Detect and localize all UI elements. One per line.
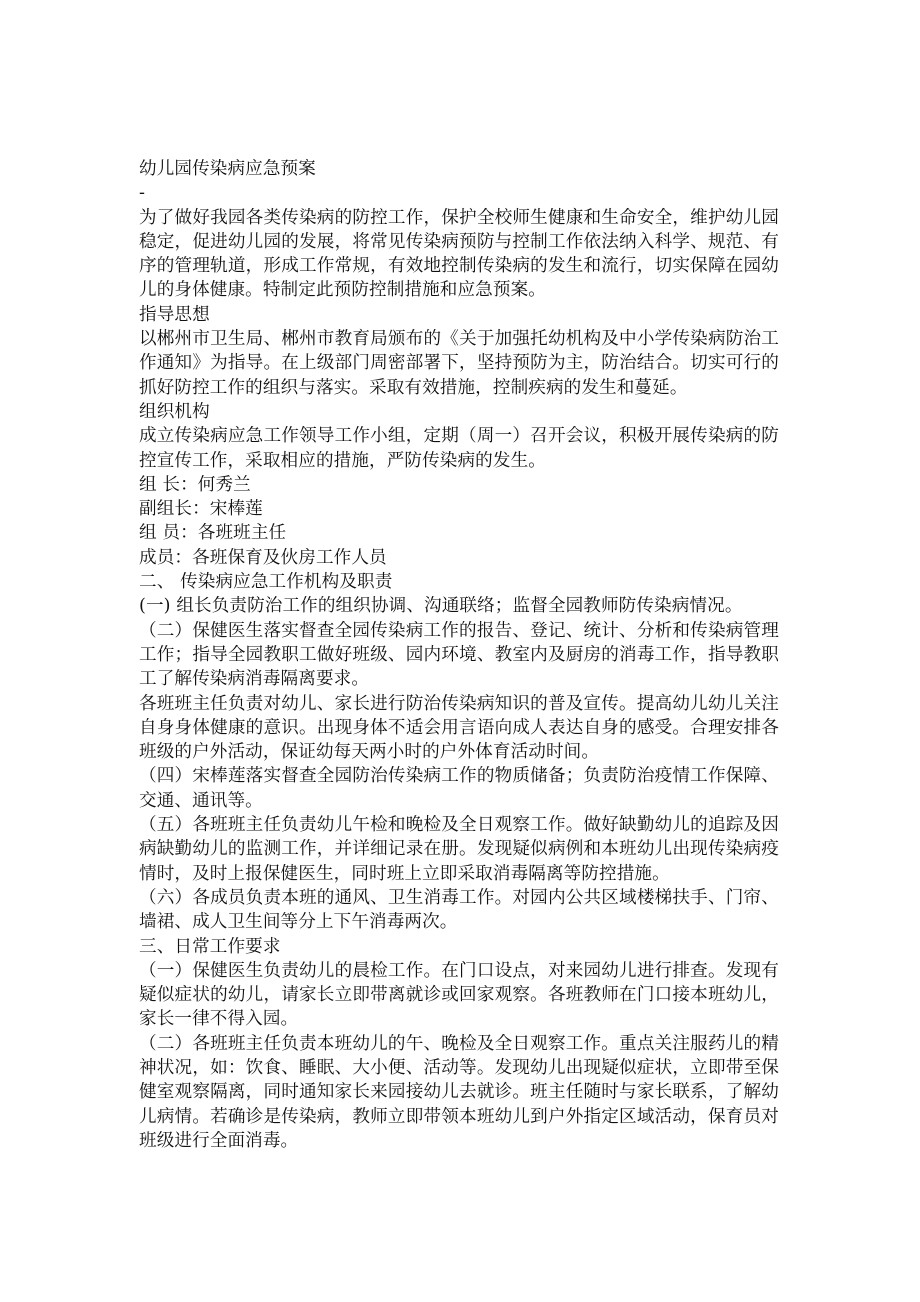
daily-item: （一）保健医生负责幼儿的晨检工作。在门口设点，对来园幼儿进行排查。发现有疑似症状的幼儿，请家长立即带离就诊或回家观察。各班教师在门口接本班幼儿，家长一律不得入园。: [139, 960, 779, 1030]
title-dash: -: [139, 183, 146, 204]
duty-item: (一) 组长负责防治工作的组织协调、沟通联络；监督全园教师防传染病情况。: [139, 596, 743, 617]
daily-item: （二）各班班主任负责本班幼儿的午、晚检及全日观察工作。重点关注服药儿的精神状况，如：饮食、睡眠、大小便、活动等。发现幼儿出现疑似症状，立即带至保健室观察隔离，同时通知家长来园接幼儿去就诊。班主任随时与家长联系，了解幼儿病情。若确诊是传染病，教师立即带领本班幼儿到户外指定区域活动，保育员对班级进行全面消毒。: [139, 1033, 779, 1151]
daily-heading: 三、日常工作要求: [139, 936, 281, 957]
guiding-paragraph: 以郴州市卫生局、郴州市教育局颁布的《关于加强托幼机构及中小学传染病防治工作通知》为指导。在上级部门周密部署下，坚持预防为主，防治结合。切实可行的抓好防控工作的组织与落实。采取有效措施，控制疾病的发生和蔓延。: [139, 329, 779, 398]
duty-item: （六）各成员负责本班的通风、卫生消毒工作。对园内公共区域楼梯扶手、门帘、墙裙、成人卫生间等分上下午消毒两次。: [139, 887, 779, 933]
org-member-deputy: 副组长：宋棒莲: [139, 499, 263, 520]
duty-item: （五）各班班主任负责幼儿午检和晚检及全日观察工作。做好缺勤幼儿的追踪及因病缺勤幼儿的监测工作，并详细记录在册。发现疑似病例和本班幼儿出现传染病疫情时，及时上报保健医生，同时班上立即采取消毒隔离等防控措施。: [139, 815, 779, 884]
guiding-heading: 指导思想: [139, 304, 210, 325]
org-member-staff: 组 员：各班班主任: [139, 523, 287, 544]
org-member-others: 成员：各班保育及伙房工作人员: [139, 547, 387, 568]
org-heading: 组织机构: [139, 401, 210, 422]
intro-paragraph: 为了做好我园各类传染病的防控工作，保护全校师生健康和生命安全，维护幼儿园稳定，促进幼儿园的发展，将常见传染病预防与控制工作依法纳入科学、规范、有序的管理轨道，形成工作常规，有效地控制传染病的发生和流行，切实保障在园幼儿的身体健康。特制定此预防控制措施和应急预案。: [139, 207, 779, 301]
document-page: [139, 157, 779, 1153]
org-paragraph: 成立传染病应急工作领导工作小组，定期（周一）召开会议，积极开展传染病的防控宣传工作，采取相应的措施，严防传染病的发生。: [139, 426, 779, 471]
org-member-leader: 组 长：何秀兰: [139, 474, 251, 495]
duty-item: （二）保健医生落实督查全园传染病工作的报告、登记、统计、分析和传染病管理工作；指导全园教职工做好班级、园内环境、教室内及厨房的消毒工作，指导教职工了解传染病消毒隔离要求。: [139, 620, 779, 690]
document-title: 幼儿园传染病应急预案: [139, 159, 316, 179]
duty-item: 各班班主任负责对幼儿、家长进行防治传染病知识的普及宣传。提高幼儿幼儿关注自身身体健康的意识。出现身体不适会用言语向成人表达自身的感受。合理安排各班级的户外活动，保证幼每天两小时的户外体育活动时间。: [139, 693, 779, 763]
duties-heading: 二、 传染病应急工作机构及职责: [139, 572, 393, 593]
duty-item: （四）宋棒莲落实督查全园防治传染病工作的物质储备；负责防治疫情工作保障、交通、通讯等。: [139, 766, 779, 811]
